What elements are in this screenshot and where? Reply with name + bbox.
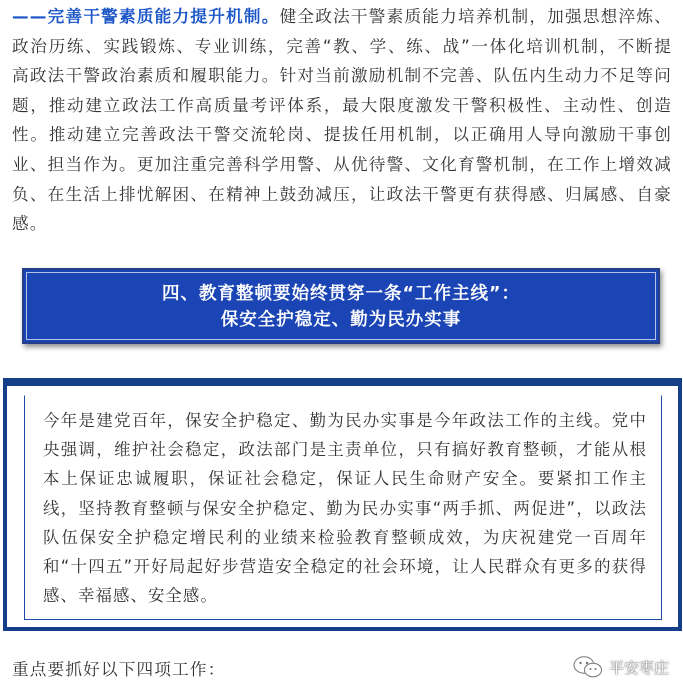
section-heading-line-1: 四、教育整顿要始终贯穿一条“工作主线”：	[161, 284, 520, 304]
framed-quote-text: 今年是建党百年，保安全护稳定、勤为民办实事是今年政法工作的主线。党中央强调，维护社会稳定，政法部门是主责单位，只有搞好教育整顿，才能从根本上保证忠诚履职，保证社会稳定，保证人民生命财产安全。要紧扣工作主线，坚持教育整顿与保安全护稳定、勤为民办实事“两手抓、两促进”，以政法队伍保安全护稳定增民利的业绩来检验教育整顿成效，为庆祝建党一百周年和“十四五”开好局起好步营造安全稳定的社会环境，让人民群众有更多的获得感、幸福感、安全感。	[43, 411, 647, 606]
watermark	[573, 655, 669, 679]
framed-quote-outer	[3, 378, 682, 631]
framed-quote-inner	[24, 395, 662, 620]
intro-lead: ——完善干警素质能力提升机制。	[12, 7, 280, 26]
intro-body: 健全政法干警素质能力培养机制，加强思想淬炼、政治历练、实践锻炼、专业训练，完善“教、学、练、战”一体化培训机制，不断提高政法干警政治素质和履职能力。针对当前激励机制不完善、队伍内生动力不足等问题，推动建立政法工作高质量考评体系，最大限度激发干警积极性、主动性、创造性。推动建立完善政法干警交流轮岗、提拔任用机制，以正确用人导向激励干事创业、担当作为。更加注重完善科学用警、从优待警、文化育警机制，在工作上增效减负、在生活上排忧解困、在精神上鼓劲减压，让政法干警更有获得感、归属感、自豪感。	[12, 7, 672, 234]
footer-text: 重点要抓好以下四项工作：	[12, 660, 226, 679]
wechat-icon	[573, 655, 603, 679]
intro-paragraph	[12, 2, 672, 239]
section-heading-line-2: 保安全护稳定、勤为民办实事	[220, 310, 462, 330]
section-heading-box	[22, 268, 660, 344]
watermark-text: 平安枣庄	[608, 658, 669, 677]
